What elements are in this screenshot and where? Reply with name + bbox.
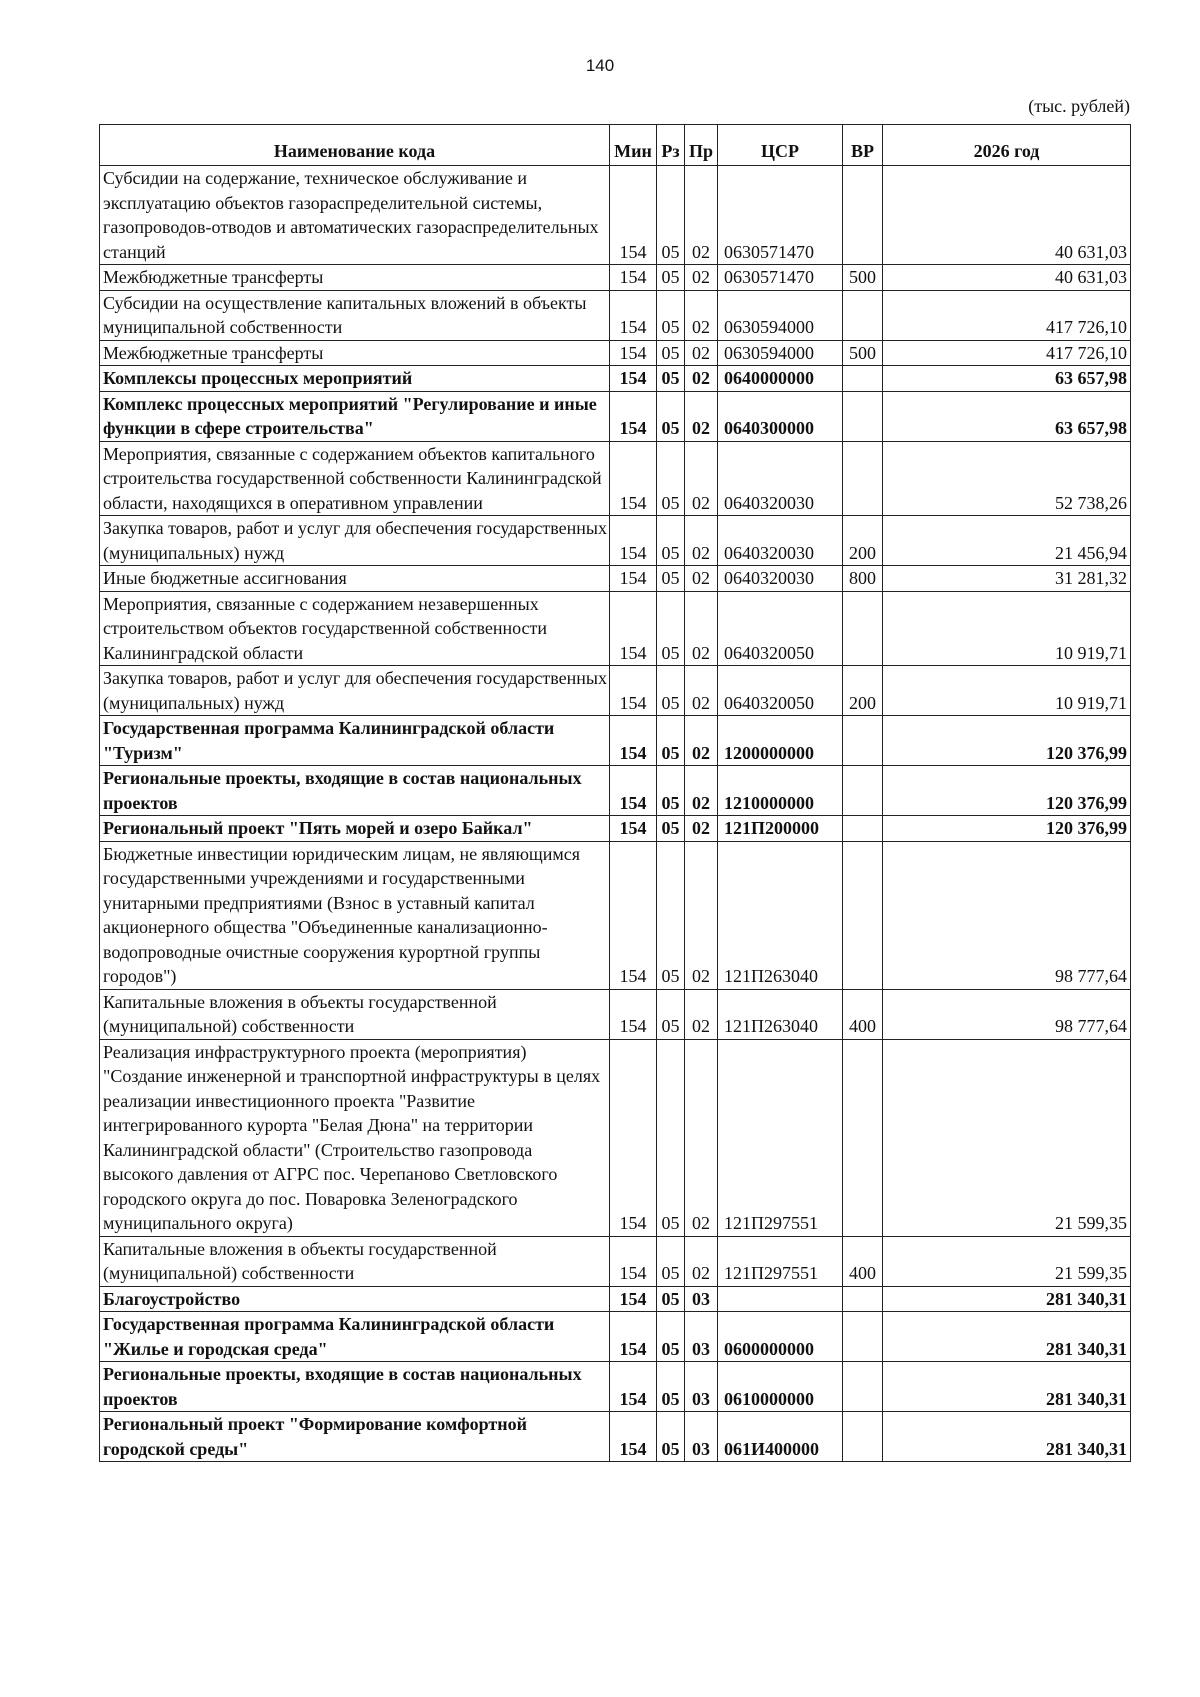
- cell-amount: 63 657,98: [883, 366, 1131, 392]
- cell-amount: 21 599,35: [883, 1236, 1131, 1286]
- cell-name: Мероприятия, связанные с содержанием объектов капитального строительства государственной собственности Калининградской области, находящихся в оперативном управлении: [100, 441, 610, 516]
- cell-name: Закупка товаров, работ и услуг для обеспечения государственных (муниципальных) нужд: [100, 516, 610, 566]
- cell-amount: 40 631,03: [883, 265, 1131, 291]
- cell-rz: 05: [657, 666, 685, 716]
- cell-pr: 02: [685, 391, 718, 441]
- cell-name: Бюджетные инвестиции юридическим лицам, не являющимся государственными учреждениями и государственными унитарными предприятиями (Взнос в уставный капитал акционерного общества "Объединенные канализационно-водопроводные очистные сооружения курортной группы городов"): [100, 841, 610, 989]
- cell-vr: [843, 441, 883, 516]
- cell-pr: 02: [685, 366, 718, 392]
- cell-vr: [843, 1362, 883, 1412]
- cell-min: 154: [610, 340, 657, 366]
- cell-min: 154: [610, 841, 657, 989]
- table-row: [100, 290, 1131, 340]
- cell-pr: 02: [685, 265, 718, 291]
- cell-rz: 05: [657, 1362, 685, 1412]
- cell-min: 154: [610, 366, 657, 392]
- cell-name: Субсидии на осуществление капитальных вложений в объекты муниципальной собственности: [100, 290, 610, 340]
- cell-vr: 400: [843, 989, 883, 1039]
- table-row: [100, 766, 1131, 816]
- cell-vr: [843, 766, 883, 816]
- table-row: [100, 1286, 1131, 1312]
- cell-csr: 121П200000: [718, 816, 843, 842]
- table-row: [100, 591, 1131, 666]
- cell-amount: 40 631,03: [883, 166, 1131, 265]
- cell-amount: 281 340,31: [883, 1286, 1131, 1312]
- cell-name: Комплексы процессных мероприятий: [100, 366, 610, 392]
- cell-pr: 02: [685, 441, 718, 516]
- cell-name: Межбюджетные трансферты: [100, 340, 610, 366]
- cell-amount: 120 376,99: [883, 816, 1131, 842]
- cell-csr: 0630594000: [718, 340, 843, 366]
- cell-name: Капитальные вложения в объекты государственной (муниципальной) собственности: [100, 989, 610, 1039]
- cell-amount: 63 657,98: [883, 391, 1131, 441]
- cell-rz: 05: [657, 441, 685, 516]
- cell-vr: 200: [843, 666, 883, 716]
- cell-min: 154: [610, 591, 657, 666]
- cell-min: 154: [610, 816, 657, 842]
- cell-rz: 05: [657, 1312, 685, 1362]
- cell-amount: 120 376,99: [883, 766, 1131, 816]
- cell-pr: 02: [685, 766, 718, 816]
- cell-csr: 0640300000: [718, 391, 843, 441]
- cell-name: Межбюджетные трансферты: [100, 265, 610, 291]
- cell-min: 154: [610, 290, 657, 340]
- cell-min: 154: [610, 1362, 657, 1412]
- cell-pr: 02: [685, 516, 718, 566]
- cell-rz: 05: [657, 391, 685, 441]
- cell-rz: 05: [657, 989, 685, 1039]
- cell-name: Государственная программа Калининградской области "Туризм": [100, 716, 610, 766]
- cell-csr: 0640320050: [718, 666, 843, 716]
- table-row: [100, 566, 1131, 592]
- cell-amount: 21 599,35: [883, 1039, 1131, 1236]
- cell-amount: 417 726,10: [883, 290, 1131, 340]
- cell-rz: 05: [657, 166, 685, 265]
- cell-csr: 0600000000: [718, 1312, 843, 1362]
- cell-csr: 0630571470: [718, 166, 843, 265]
- cell-amount: 281 340,31: [883, 1362, 1131, 1412]
- table-row: [100, 716, 1131, 766]
- cell-pr: 02: [685, 290, 718, 340]
- cell-rz: 05: [657, 1286, 685, 1312]
- cell-name: Субсидии на содержание, техническое обслуживание и эксплуатацию объектов газораспределительной системы, газопроводов-отводов и автоматических газораспределительных станций: [100, 166, 610, 265]
- cell-min: 154: [610, 391, 657, 441]
- units-label: (тыс. рублей): [1028, 96, 1130, 116]
- cell-csr: 061И400000: [718, 1412, 843, 1462]
- cell-csr: 1200000000: [718, 716, 843, 766]
- table-row: [100, 1039, 1131, 1236]
- cell-min: 154: [610, 441, 657, 516]
- cell-csr: 0640320050: [718, 591, 843, 666]
- cell-pr: 02: [685, 816, 718, 842]
- cell-min: 154: [610, 666, 657, 716]
- budget-table: [99, 124, 1131, 1462]
- cell-pr: 02: [685, 591, 718, 666]
- cell-min: 154: [610, 716, 657, 766]
- table-row: [100, 816, 1131, 842]
- cell-csr: 0630594000: [718, 290, 843, 340]
- cell-amount: 10 919,71: [883, 666, 1131, 716]
- cell-csr: 0630571470: [718, 265, 843, 291]
- cell-rz: 05: [657, 591, 685, 666]
- table-row: [100, 1312, 1131, 1362]
- cell-name: Мероприятия, связанные с содержанием незавершенных строительством объектов государственной собственности Калининградской области: [100, 591, 610, 666]
- cell-pr: 02: [685, 716, 718, 766]
- cell-pr: 02: [685, 841, 718, 989]
- header-csr: ЦСР: [718, 125, 843, 166]
- cell-name: Региональные проекты, входящие в состав национальных проектов: [100, 766, 610, 816]
- cell-amount: 281 340,31: [883, 1412, 1131, 1462]
- cell-name: Капитальные вложения в объекты государственной (муниципальной) собственности: [100, 1236, 610, 1286]
- header-rz: Рз: [657, 125, 685, 166]
- table-row: [100, 166, 1131, 265]
- cell-amount: 417 726,10: [883, 340, 1131, 366]
- cell-pr: 02: [685, 566, 718, 592]
- cell-pr: 02: [685, 1039, 718, 1236]
- cell-csr: 0640320030: [718, 516, 843, 566]
- cell-min: 154: [610, 1412, 657, 1462]
- cell-pr: 02: [685, 166, 718, 265]
- cell-rz: 05: [657, 265, 685, 291]
- cell-csr: 0640000000: [718, 366, 843, 392]
- cell-pr: 02: [685, 340, 718, 366]
- cell-min: 154: [610, 566, 657, 592]
- table-header-row: [100, 125, 1131, 166]
- table-row: [100, 1362, 1131, 1412]
- cell-min: 154: [610, 166, 657, 265]
- table-row: [100, 1412, 1131, 1462]
- cell-amount: 21 456,94: [883, 516, 1131, 566]
- table-row: [100, 340, 1131, 366]
- header-min: Мин: [610, 125, 657, 166]
- table-row: [100, 1236, 1131, 1286]
- table-row: [100, 441, 1131, 516]
- cell-vr: [843, 591, 883, 666]
- cell-pr: 02: [685, 666, 718, 716]
- page-number: 140: [585, 56, 615, 75]
- table-row: [100, 391, 1131, 441]
- header-pr: Пр: [685, 125, 718, 166]
- header-amount: 2026 год: [883, 125, 1131, 166]
- cell-min: 154: [610, 1286, 657, 1312]
- cell-rz: 05: [657, 816, 685, 842]
- cell-vr: 200: [843, 516, 883, 566]
- cell-vr: [843, 841, 883, 989]
- cell-amount: 10 919,71: [883, 591, 1131, 666]
- table-row: [100, 666, 1131, 716]
- cell-min: 154: [610, 989, 657, 1039]
- cell-csr: 121П263040: [718, 989, 843, 1039]
- cell-name: Закупка товаров, работ и услуг для обеспечения государственных (муниципальных) нужд: [100, 666, 610, 716]
- cell-csr: [718, 1286, 843, 1312]
- cell-amount: 120 376,99: [883, 716, 1131, 766]
- table-body: [100, 166, 1131, 1462]
- cell-vr: [843, 716, 883, 766]
- cell-csr: 121П297551: [718, 1039, 843, 1236]
- cell-pr: 03: [685, 1412, 718, 1462]
- cell-csr: 0640320030: [718, 441, 843, 516]
- cell-name: Региональный проект "Пять морей и озеро Байкал": [100, 816, 610, 842]
- cell-vr: [843, 391, 883, 441]
- cell-name: Региональные проекты, входящие в состав национальных проектов: [100, 1362, 610, 1412]
- cell-name: Реализация инфраструктурного проекта (мероприятия) "Создание инженерной и транспортной инфраструктуры в целях реализации инвестиционного проекта "Развитие интегрированного курорта "Белая Дюна" на территории Калининградской области" (Строительство газопровода высокого давления от АГРС пос. Черепаново Светловского городского округа до пос. Поваровка Зеленоградского муниципального округа): [100, 1039, 610, 1236]
- cell-amount: 98 777,64: [883, 841, 1131, 989]
- cell-amount: 281 340,31: [883, 1312, 1131, 1362]
- cell-rz: 05: [657, 841, 685, 989]
- header-vr: ВР: [843, 125, 883, 166]
- cell-csr: 0610000000: [718, 1362, 843, 1412]
- cell-csr: 121П263040: [718, 841, 843, 989]
- cell-min: 154: [610, 1236, 657, 1286]
- cell-name: Благоустройство: [100, 1286, 610, 1312]
- cell-pr: 02: [685, 989, 718, 1039]
- cell-amount: 98 777,64: [883, 989, 1131, 1039]
- cell-rz: 05: [657, 716, 685, 766]
- table-row: [100, 265, 1131, 291]
- cell-vr: 800: [843, 566, 883, 592]
- cell-rz: 05: [657, 1412, 685, 1462]
- cell-rz: 05: [657, 516, 685, 566]
- cell-pr: 02: [685, 1236, 718, 1286]
- cell-csr: 0640320030: [718, 566, 843, 592]
- cell-min: 154: [610, 265, 657, 291]
- cell-name: Иные бюджетные ассигнования: [100, 566, 610, 592]
- cell-rz: 05: [657, 566, 685, 592]
- cell-name: Региональный проект "Формирование комфортной городской среды": [100, 1412, 610, 1462]
- cell-vr: [843, 1412, 883, 1462]
- cell-name: Комплекс процессных мероприятий "Регулирование и иные функции в сфере строительства": [100, 391, 610, 441]
- cell-min: 154: [610, 516, 657, 566]
- cell-vr: 500: [843, 265, 883, 291]
- cell-rz: 05: [657, 1236, 685, 1286]
- cell-rz: 05: [657, 290, 685, 340]
- cell-pr: 03: [685, 1286, 718, 1312]
- cell-amount: 52 738,26: [883, 441, 1131, 516]
- cell-min: 154: [610, 766, 657, 816]
- table-row: [100, 841, 1131, 989]
- cell-vr: 400: [843, 1236, 883, 1286]
- header-name: Наименование кода: [100, 125, 610, 166]
- cell-min: 154: [610, 1039, 657, 1236]
- cell-csr: 1210000000: [718, 766, 843, 816]
- cell-vr: [843, 1312, 883, 1362]
- cell-amount: 31 281,32: [883, 566, 1131, 592]
- table-row: [100, 516, 1131, 566]
- cell-vr: [843, 1286, 883, 1312]
- cell-vr: [843, 166, 883, 265]
- cell-vr: [843, 1039, 883, 1236]
- cell-pr: 03: [685, 1362, 718, 1412]
- cell-min: 154: [610, 1312, 657, 1362]
- cell-vr: 500: [843, 340, 883, 366]
- cell-vr: [843, 816, 883, 842]
- cell-rz: 05: [657, 1039, 685, 1236]
- cell-csr: 121П297551: [718, 1236, 843, 1286]
- cell-name: Государственная программа Калининградской области "Жилье и городская среда": [100, 1312, 610, 1362]
- cell-pr: 03: [685, 1312, 718, 1362]
- table-row: [100, 366, 1131, 392]
- cell-rz: 05: [657, 340, 685, 366]
- cell-rz: 05: [657, 366, 685, 392]
- cell-rz: 05: [657, 766, 685, 816]
- table-row: [100, 989, 1131, 1039]
- cell-vr: [843, 366, 883, 392]
- cell-vr: [843, 290, 883, 340]
